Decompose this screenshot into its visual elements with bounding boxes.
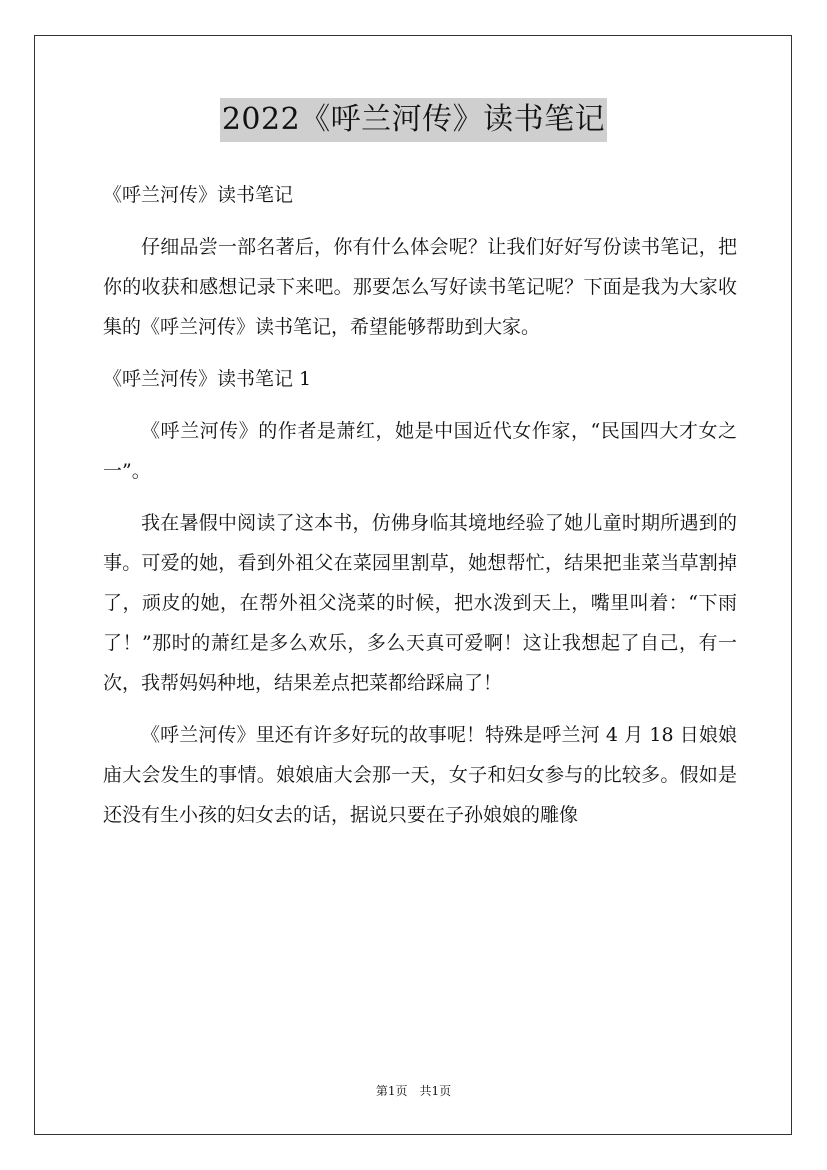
paragraph-author: 《呼兰河传》的作者是萧红，她是中国近代女作家，“民国四大才女之一”。 — [103, 420, 737, 482]
title-wrap — [0, 98, 827, 142]
page-footer — [0, 1082, 827, 1100]
paragraph-temple-fair: 《呼兰河传》里还有许多好玩的故事呢！特殊是呼兰河 4 月 18 日娘娘庙大会发生的事情。娘娘庙大会那一天，女子和妇女参与的比较多。假如是还没有生小孩的妇女去的话，据说只要在子孙娘娘的雕像 — [103, 724, 737, 826]
paragraph-intro: 仔细品尝一部名著后，你有什么体会呢？让我们好好写份读书笔记，把你的收获和感想记录下来吧。那要怎么写好读书笔记呢？下面是我为大家收集的《呼兰河传》读书笔记，希望能够帮助到大家。 — [103, 236, 737, 338]
page-number: 第1页 — [375, 1084, 408, 1098]
page-title: 2022《呼兰河传》读书笔记 — [220, 98, 607, 142]
paragraph-section-heading: 《呼兰河传》读书笔记 1 — [103, 368, 312, 390]
paragraph-subtitle: 《呼兰河传》读书笔记 — [103, 184, 294, 206]
paragraph-summer-reading: 我在暑假中阅读了这本书，仿佛身临其境地经验了她儿童时期所遇到的事。可爱的她，看到外祖父在菜园里割草，她想帮忙，结果把韭菜当草割掉了，顽皮的她，在帮外祖父浇菜的时候，把水泼到天上，嘴里叫着：“下雨了！”那时的萧红是多么欢乐，多么天真可爱啊！这让我想起了自己，有一次，我帮妈妈种地，结果差点把菜都给踩扁了！ — [103, 512, 737, 694]
document-body — [103, 175, 737, 847]
page-total: 共1页 — [419, 1084, 452, 1098]
